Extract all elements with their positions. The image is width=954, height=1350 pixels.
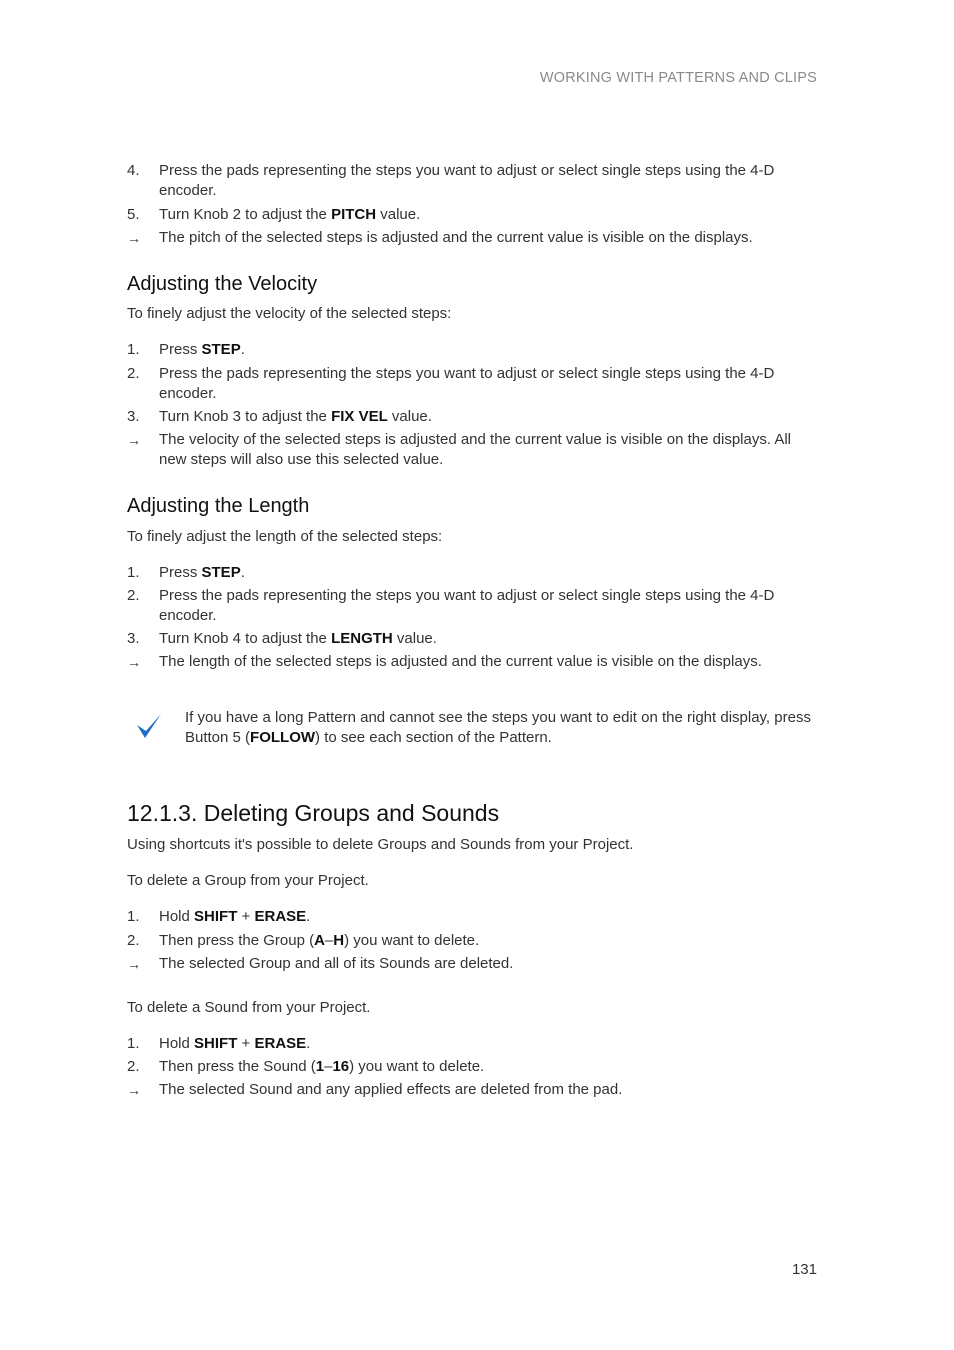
- result-text: The velocity of the selected steps is adjusted and the current value is visible on the displays. All new steps will also use this selected value.: [159, 431, 792, 468]
- bold-term: A: [314, 932, 325, 949]
- arrow-icon: →: [127, 654, 141, 670]
- bold-term: ERASE: [254, 1035, 307, 1052]
- step-number: 5.: [127, 206, 140, 223]
- bold-term: SHIFT: [194, 908, 238, 925]
- arrow-icon: →: [127, 1082, 141, 1098]
- bold-term: STEP: [201, 341, 241, 358]
- step-number: 1.: [127, 341, 140, 358]
- bold-term: 1: [315, 1058, 325, 1075]
- step-text: Turn Knob 3 to adjust the FIX VEL value.: [159, 408, 432, 425]
- bold-term: PITCH: [331, 206, 377, 223]
- bold-term: STEP: [201, 564, 241, 581]
- step-number: 3.: [127, 630, 140, 647]
- bold-term: H: [333, 932, 345, 949]
- heading-adjusting-velocity: Adjusting the Velocity: [127, 273, 318, 295]
- result-text: The selected Sound and any applied effects are deleted from the pad.: [159, 1081, 623, 1098]
- bold-term: FIX VEL: [331, 408, 388, 425]
- step-text: Turn Knob 4 to adjust the LENGTH value.: [159, 630, 437, 647]
- step-text: Press the pads representing the steps you want to adjust or select single steps using the 4-D encoder.: [159, 365, 775, 402]
- heading-deleting-groups-and-sounds: 12.1.3. Deleting Groups and Sounds: [127, 800, 500, 826]
- tip-note: If you have a long Pattern and cannot see the steps you want to edit on the right display, press Button 5 (FOLLOW) to see each section of the Pattern.: [185, 709, 811, 746]
- step-text: Then press the Sound (1–16) you want to delete.: [159, 1058, 485, 1075]
- step-text: Press STEP.: [159, 564, 245, 581]
- bold-term: FOLLOW: [250, 729, 316, 746]
- step-text: Hold SHIFT + ERASE.: [159, 908, 311, 925]
- bold-term: LENGTH: [331, 630, 393, 647]
- step-text: Then press the Group (A–H) you want to delete.: [159, 932, 480, 949]
- page-number: 131: [791, 1261, 817, 1278]
- step-number: 2.: [127, 1058, 140, 1075]
- bold-term: 16: [332, 1058, 350, 1075]
- step-number: 1.: [127, 1035, 140, 1052]
- arrow-icon: →: [127, 230, 141, 246]
- bold-term: SHIFT: [194, 1035, 238, 1052]
- step-text: Press STEP.: [159, 341, 245, 358]
- step-number: 4.: [127, 162, 140, 179]
- arrow-icon: →: [127, 956, 141, 972]
- step-number: 3.: [127, 408, 140, 425]
- running-header: WORKING WITH PATTERNS AND CLIPS: [539, 70, 817, 86]
- result-text: The selected Group and all of its Sounds are deleted.: [159, 955, 514, 972]
- step-text: Press the pads representing the steps you want to adjust or select single steps using the 4-D encoder.: [159, 587, 775, 624]
- result-text: The pitch of the selected steps is adjusted and the current value is visible on the displays.: [159, 229, 753, 246]
- heading-adjusting-length: Adjusting the Length: [127, 495, 310, 517]
- result-text: The length of the selected steps is adjusted and the current value is visible on the displays.: [159, 653, 762, 670]
- step-number: 1.: [127, 564, 140, 581]
- step-number: 2.: [127, 932, 140, 949]
- arrow-icon: →: [127, 432, 141, 448]
- step-text: Press the pads representing the steps you want to adjust or select single steps using the 4-D encoder.: [159, 162, 775, 199]
- step-text: Turn Knob 2 to adjust the PITCH value.: [159, 206, 421, 223]
- step-number: 1.: [127, 908, 140, 925]
- step-number: 2.: [127, 587, 140, 604]
- step-text: Hold SHIFT + ERASE.: [159, 1035, 311, 1052]
- checkmark-icon: [136, 711, 162, 741]
- bold-term: ERASE: [254, 908, 307, 925]
- step-number: 2.: [127, 365, 140, 382]
